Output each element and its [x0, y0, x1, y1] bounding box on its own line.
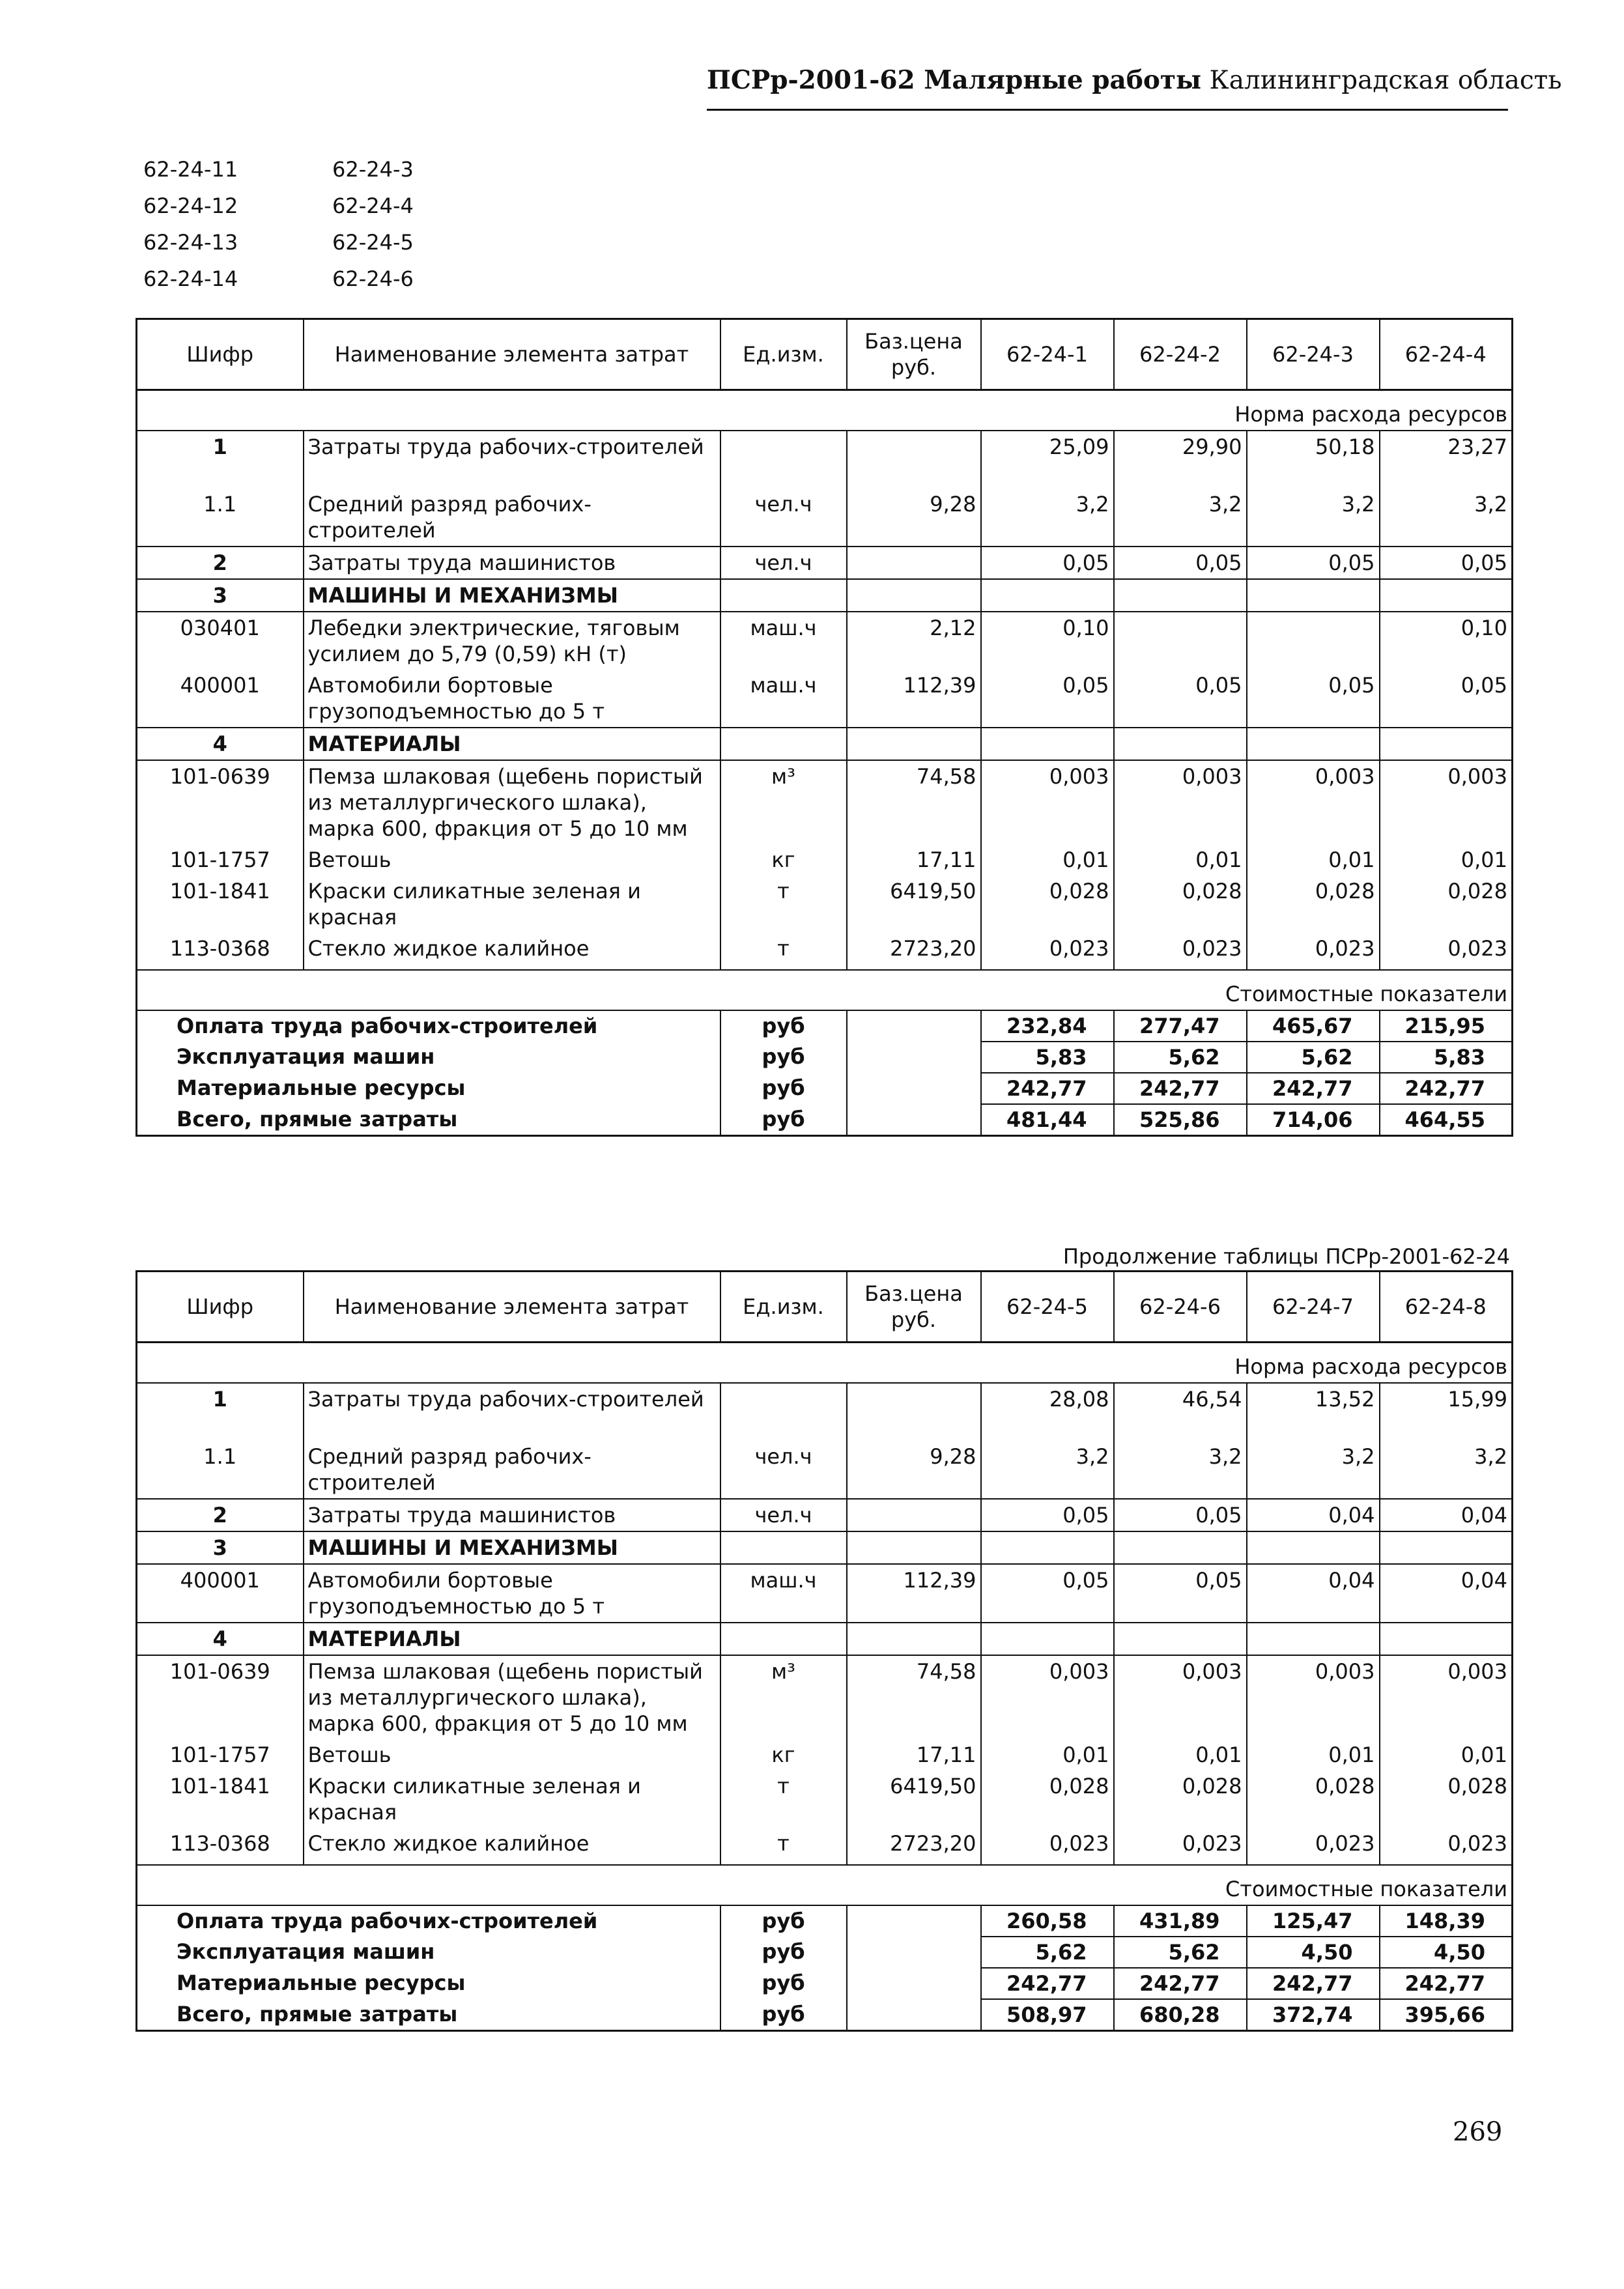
- row-value: [1247, 728, 1380, 760]
- totals-value: 5,62: [1247, 1042, 1380, 1073]
- row-code: 101-1841: [137, 875, 304, 933]
- row-name: Краски силикатные зеленая и красная: [304, 1770, 720, 1828]
- row-value: 0,05: [1114, 1564, 1247, 1623]
- code-item: 62-24-14: [143, 266, 238, 291]
- row-unit: маш.ч: [720, 612, 847, 670]
- row-value: 3,2: [1247, 489, 1380, 547]
- row-value: [1380, 1623, 1513, 1655]
- row-value: 0,003: [1380, 760, 1513, 844]
- row-price: 74,58: [847, 760, 981, 844]
- totals-empty: [847, 1937, 981, 1968]
- row-code: 1.1: [137, 489, 304, 547]
- totals-empty: [847, 1999, 981, 2031]
- row-value: 3,2: [1114, 1441, 1247, 1499]
- row-value: 0,028: [1380, 1770, 1513, 1828]
- row-value: 0,023: [1247, 933, 1380, 970]
- totals-value: 395,66: [1380, 1999, 1513, 2031]
- row-value: 0,028: [1114, 1770, 1247, 1828]
- totals-value: 5,83: [981, 1042, 1114, 1073]
- row-value: 0,05: [981, 670, 1114, 728]
- table-row: [137, 1828, 1513, 1865]
- row-name: Стекло жидкое калийное: [304, 1828, 720, 1865]
- row-value: 0,028: [1247, 875, 1380, 933]
- totals-value: 277,47: [1114, 1010, 1247, 1042]
- code-item: 62-24-3: [332, 157, 414, 182]
- row-unit: [720, 1623, 847, 1655]
- row-value: 0,01: [1114, 1739, 1247, 1770]
- row-unit: кг: [720, 1739, 847, 1770]
- row-value: [981, 579, 1114, 612]
- row-value: [1247, 579, 1380, 612]
- page-number: 269: [1453, 2117, 1503, 2147]
- row-unit: маш.ч: [720, 670, 847, 728]
- row-price: 74,58: [847, 1655, 981, 1739]
- row-value: 0,01: [1380, 844, 1513, 875]
- row-value: 0,10: [1380, 612, 1513, 670]
- row-value: 0,028: [1114, 875, 1247, 933]
- row-value: [1114, 728, 1247, 760]
- row-value: 0,003: [1247, 1655, 1380, 1739]
- totals-empty: [847, 1104, 981, 1136]
- row-value: 28,08: [981, 1383, 1114, 1441]
- row-value: 0,023: [1114, 933, 1247, 970]
- section-cost-label: Стоимостные показатели: [137, 970, 1513, 1010]
- totals-value: 242,77: [1380, 1968, 1513, 1999]
- row-value: [1114, 579, 1247, 612]
- row-price: [847, 1499, 981, 1531]
- table-row: [137, 1770, 1513, 1828]
- row-value: 0,05: [1380, 547, 1513, 579]
- totals-row: [137, 1905, 1513, 1937]
- totals-value: 242,77: [1247, 1073, 1380, 1104]
- row-value: 0,023: [1380, 933, 1513, 970]
- code-item: 62-24-6: [332, 266, 414, 291]
- row-value: 3,2: [1247, 1441, 1380, 1499]
- page-header: [707, 65, 1562, 111]
- totals-value: 242,77: [1114, 1968, 1247, 1999]
- row-value: [1114, 1623, 1247, 1655]
- totals-empty: [847, 1073, 981, 1104]
- totals-empty: [847, 1010, 981, 1042]
- totals-value: 242,77: [981, 1968, 1114, 1999]
- row-code: 4: [137, 728, 304, 760]
- resource-table-1: [135, 318, 1513, 1137]
- row-unit: маш.ч: [720, 1564, 847, 1623]
- row-value: [1114, 1531, 1247, 1564]
- col-header-norm: 62-24-6: [1114, 1272, 1247, 1343]
- table-row: [137, 760, 1513, 844]
- col-header-norm: 62-24-8: [1380, 1272, 1513, 1343]
- row-price: 17,11: [847, 1739, 981, 1770]
- totals-label: Эксплуатация машин: [137, 1937, 720, 1968]
- section-row: [137, 1343, 1513, 1384]
- row-price: [847, 1531, 981, 1564]
- totals-value: 260,58: [981, 1905, 1114, 1937]
- row-code: 113-0368: [137, 933, 304, 970]
- col-header-norm: 62-24-3: [1247, 319, 1380, 390]
- section-norm-label: Норма расхода ресурсов: [137, 1343, 1513, 1384]
- row-unit: т: [720, 875, 847, 933]
- row-value: [1247, 1623, 1380, 1655]
- row-value: 25,09: [981, 431, 1114, 489]
- row-price: [847, 547, 981, 579]
- code-item: 62-24-11: [143, 157, 238, 182]
- continuation-note: Продолжение таблицы ПСРр-2001-62-24: [1062, 1244, 1510, 1269]
- row-code: 101-0639: [137, 760, 304, 844]
- col-header-price: Баз.цена руб.: [847, 1272, 981, 1343]
- table-row: [137, 431, 1513, 489]
- row-code: 030401: [137, 612, 304, 670]
- totals-label: Оплата труда рабочих-строителей: [137, 1905, 720, 1937]
- row-value: 0,028: [981, 1770, 1114, 1828]
- totals-value: 431,89: [1114, 1905, 1247, 1937]
- row-name: Пемза шлаковая (щебень пористый из металлургического шлака), марка 600, фракция от 5 до 10 мм: [304, 1655, 720, 1739]
- row-unit: т: [720, 933, 847, 970]
- row-value: [1114, 612, 1247, 670]
- row-value: [1380, 579, 1513, 612]
- totals-row: [137, 1999, 1513, 2031]
- col-header-name: Наименование элемента затрат: [304, 1272, 720, 1343]
- row-unit: т: [720, 1828, 847, 1865]
- row-value: 0,05: [1247, 547, 1380, 579]
- section-row: [137, 390, 1513, 431]
- code-item: 62-24-5: [332, 230, 414, 255]
- totals-unit: руб: [720, 1968, 847, 1999]
- totals-row: [137, 1104, 1513, 1136]
- totals-empty: [847, 1905, 981, 1937]
- totals-label: Материальные ресурсы: [137, 1968, 720, 1999]
- totals-value: 4,50: [1247, 1937, 1380, 1968]
- row-value: 0,05: [981, 547, 1114, 579]
- row-price: [847, 579, 981, 612]
- row-value: 0,01: [1380, 1739, 1513, 1770]
- row-price: 2723,20: [847, 1828, 981, 1865]
- row-name: Затраты труда машинистов: [304, 547, 720, 579]
- row-value: [981, 728, 1114, 760]
- row-name: Средний разряд рабочих-строителей: [304, 1441, 720, 1499]
- totals-value: 215,95: [1380, 1010, 1513, 1042]
- row-value: 0,028: [981, 875, 1114, 933]
- row-code: 101-1757: [137, 1739, 304, 1770]
- row-value: 0,023: [1114, 1828, 1247, 1865]
- row-value: 3,2: [1380, 1441, 1513, 1499]
- row-name: Затраты труда рабочих-строителей: [304, 431, 720, 489]
- row-value: 3,2: [981, 1441, 1114, 1499]
- totals-empty: [847, 1968, 981, 1999]
- totals-empty: [847, 1042, 981, 1073]
- totals-value: 125,47: [1247, 1905, 1380, 1937]
- row-code: 101-1841: [137, 1770, 304, 1828]
- row-value: 0,05: [1114, 670, 1247, 728]
- row-value: 0,023: [981, 933, 1114, 970]
- code-list-row: [143, 151, 521, 188]
- row-value: 0,10: [981, 612, 1114, 670]
- row-value: 0,028: [1247, 1770, 1380, 1828]
- row-code: 3: [137, 579, 304, 612]
- table-row: [137, 612, 1513, 670]
- totals-label: Всего, прямые затраты: [137, 1104, 720, 1136]
- totals-value: 464,55: [1380, 1104, 1513, 1136]
- totals-value: 242,77: [1380, 1073, 1513, 1104]
- row-value: [1247, 1531, 1380, 1564]
- totals-row: [137, 1010, 1513, 1042]
- header-code-title: ПСРр-2001-62 Малярные работы: [707, 65, 1202, 95]
- row-value: 0,05: [1114, 1499, 1247, 1531]
- col-header-code: Шифр: [137, 319, 304, 390]
- row-price: 9,28: [847, 489, 981, 547]
- row-code: 101-1757: [137, 844, 304, 875]
- row-unit: [720, 728, 847, 760]
- row-value: 0,023: [1247, 1828, 1380, 1865]
- row-value: 46,54: [1114, 1383, 1247, 1441]
- row-value: 13,52: [1247, 1383, 1380, 1441]
- table-header-row: [137, 1272, 1513, 1343]
- resource-table-2: [135, 1270, 1513, 2032]
- totals-value: 481,44: [981, 1104, 1114, 1136]
- row-code: 1: [137, 1383, 304, 1441]
- row-unit: [720, 1531, 847, 1564]
- table-row: [137, 1623, 1513, 1655]
- totals-unit: руб: [720, 1999, 847, 2031]
- code-item: 62-24-12: [143, 193, 238, 218]
- row-code: 400001: [137, 1564, 304, 1623]
- row-value: 0,01: [981, 844, 1114, 875]
- row-value: 0,003: [1114, 1655, 1247, 1739]
- table-row: [137, 933, 1513, 970]
- col-header-name: Наименование элемента затрат: [304, 319, 720, 390]
- row-value: 0,01: [1247, 844, 1380, 875]
- row-value: 0,003: [1380, 1655, 1513, 1739]
- row-unit: [720, 431, 847, 489]
- table-row: [137, 728, 1513, 760]
- row-value: 0,04: [1380, 1564, 1513, 1623]
- row-name: Ветошь: [304, 844, 720, 875]
- col-header-code: Шифр: [137, 1272, 304, 1343]
- row-unit: [720, 579, 847, 612]
- table-row: [137, 1383, 1513, 1441]
- table-row: [137, 547, 1513, 579]
- totals-label: Материальные ресурсы: [137, 1073, 720, 1104]
- row-price: 112,39: [847, 670, 981, 728]
- row-price: 9,28: [847, 1441, 981, 1499]
- row-name: Стекло жидкое калийное: [304, 933, 720, 970]
- row-code: 400001: [137, 670, 304, 728]
- row-name: МАТЕРИАЛЫ: [304, 1623, 720, 1655]
- totals-value: 5,62: [1114, 1042, 1247, 1073]
- row-value: 0,003: [1114, 760, 1247, 844]
- totals-unit: руб: [720, 1010, 847, 1042]
- row-value: 0,05: [981, 1499, 1114, 1531]
- row-unit: т: [720, 1770, 847, 1828]
- table-row: [137, 1564, 1513, 1623]
- row-price: 6419,50: [847, 1770, 981, 1828]
- totals-unit: руб: [720, 1905, 847, 1937]
- table-row: [137, 489, 1513, 547]
- table-row: [137, 1499, 1513, 1531]
- totals-unit: руб: [720, 1073, 847, 1104]
- row-value: 0,003: [1247, 760, 1380, 844]
- totals-value: 148,39: [1380, 1905, 1513, 1937]
- totals-row: [137, 1968, 1513, 1999]
- row-code: 2: [137, 1499, 304, 1531]
- col-header-price: Баз.цена руб.: [847, 319, 981, 390]
- row-code: 113-0368: [137, 1828, 304, 1865]
- row-price: [847, 1623, 981, 1655]
- row-value: [1380, 1531, 1513, 1564]
- row-value: 0,04: [1380, 1499, 1513, 1531]
- row-code: 1.1: [137, 1441, 304, 1499]
- code-list-row: [143, 261, 521, 297]
- row-value: 23,27: [1380, 431, 1513, 489]
- header-region: Калининградская область: [1209, 66, 1562, 95]
- totals-value: 5,83: [1380, 1042, 1513, 1073]
- table-row: [137, 844, 1513, 875]
- row-value: 0,01: [1114, 844, 1247, 875]
- row-value: 0,003: [981, 1655, 1114, 1739]
- row-name: Автомобили бортовые грузоподъемностью до 5 т: [304, 1564, 720, 1623]
- row-unit: м³: [720, 760, 847, 844]
- totals-value: 5,62: [981, 1937, 1114, 1968]
- code-list-row: [143, 188, 521, 224]
- totals-unit: руб: [720, 1042, 847, 1073]
- row-name: Лебедки электрические, тяговым усилием до 5,79 (0,59) кН (т): [304, 612, 720, 670]
- code-item: 62-24-4: [332, 193, 414, 218]
- table-row: [137, 875, 1513, 933]
- row-value: 50,18: [1247, 431, 1380, 489]
- totals-unit: руб: [720, 1937, 847, 1968]
- totals-value: 242,77: [1114, 1073, 1247, 1104]
- row-value: 0,05: [981, 1564, 1114, 1623]
- totals-row: [137, 1073, 1513, 1104]
- row-value: 0,023: [981, 1828, 1114, 1865]
- row-unit: м³: [720, 1655, 847, 1739]
- totals-label: Всего, прямые затраты: [137, 1999, 720, 2031]
- totals-value: 714,06: [1247, 1104, 1380, 1136]
- col-header-unit: Ед.изм.: [720, 319, 847, 390]
- row-price: [847, 728, 981, 760]
- code-list: [143, 151, 521, 297]
- code-list-row: [143, 224, 521, 261]
- row-code: 4: [137, 1623, 304, 1655]
- row-value: [1247, 612, 1380, 670]
- row-code: 2: [137, 547, 304, 579]
- col-header-unit: Ед.изм.: [720, 1272, 847, 1343]
- row-value: 0,05: [1380, 670, 1513, 728]
- row-value: 3,2: [981, 489, 1114, 547]
- totals-value: 508,97: [981, 1999, 1114, 2031]
- row-price: 2,12: [847, 612, 981, 670]
- row-value: 3,2: [1114, 489, 1247, 547]
- row-name: Пемза шлаковая (щебень пористый из металлургического шлака), марка 600, фракция от 5 до 10 мм: [304, 760, 720, 844]
- table-row: [137, 670, 1513, 728]
- row-value: [1380, 728, 1513, 760]
- row-unit: чел.ч: [720, 489, 847, 547]
- row-name: МАШИНЫ И МЕХАНИЗМЫ: [304, 1531, 720, 1564]
- row-value: 0,01: [1247, 1739, 1380, 1770]
- totals-label: Эксплуатация машин: [137, 1042, 720, 1073]
- row-name: Автомобили бортовые грузоподъемностью до 5 т: [304, 670, 720, 728]
- row-value: 0,04: [1247, 1499, 1380, 1531]
- section-row: [137, 970, 1513, 1010]
- row-code: 101-0639: [137, 1655, 304, 1739]
- row-price: 17,11: [847, 844, 981, 875]
- row-name: МАШИНЫ И МЕХАНИЗМЫ: [304, 579, 720, 612]
- row-code: 1: [137, 431, 304, 489]
- table-row: [137, 1655, 1513, 1739]
- totals-unit: руб: [720, 1104, 847, 1136]
- totals-value: 680,28: [1114, 1999, 1247, 2031]
- section-norm-label: Норма расхода ресурсов: [137, 390, 1513, 431]
- row-unit: чел.ч: [720, 547, 847, 579]
- row-name: Краски силикатные зеленая и красная: [304, 875, 720, 933]
- row-value: 3,2: [1380, 489, 1513, 547]
- row-value: [981, 1623, 1114, 1655]
- row-code: 3: [137, 1531, 304, 1564]
- section-cost-label: Стоимостные показатели: [137, 1865, 1513, 1905]
- row-name: Средний разряд рабочих-строителей: [304, 489, 720, 547]
- row-price: [847, 1383, 981, 1441]
- row-price: 2723,20: [847, 933, 981, 970]
- col-header-norm: 62-24-7: [1247, 1272, 1380, 1343]
- row-value: 15,99: [1380, 1383, 1513, 1441]
- row-value: 0,05: [1114, 547, 1247, 579]
- row-price: 112,39: [847, 1564, 981, 1623]
- code-item: 62-24-13: [143, 230, 238, 255]
- col-header-norm: 62-24-4: [1380, 319, 1513, 390]
- row-unit: чел.ч: [720, 1499, 847, 1531]
- table-row: [137, 1739, 1513, 1770]
- row-name: Ветошь: [304, 1739, 720, 1770]
- table-row: [137, 579, 1513, 612]
- totals-value: 465,67: [1247, 1010, 1380, 1042]
- totals-value: 5,62: [1114, 1937, 1247, 1968]
- row-value: 0,028: [1380, 875, 1513, 933]
- table-row: [137, 1531, 1513, 1564]
- row-unit: [720, 1383, 847, 1441]
- row-value: 29,90: [1114, 431, 1247, 489]
- row-value: 0,04: [1247, 1564, 1380, 1623]
- row-value: 0,003: [981, 760, 1114, 844]
- section-row: [137, 1865, 1513, 1905]
- col-header-norm: 62-24-2: [1114, 319, 1247, 390]
- col-header-norm: 62-24-1: [981, 319, 1114, 390]
- row-value: 0,01: [981, 1739, 1114, 1770]
- totals-value: 232,84: [981, 1010, 1114, 1042]
- totals-row: [137, 1937, 1513, 1968]
- row-unit: чел.ч: [720, 1441, 847, 1499]
- totals-value: 372,74: [1247, 1999, 1380, 2031]
- col-header-norm: 62-24-5: [981, 1272, 1114, 1343]
- row-name: Затраты труда машинистов: [304, 1499, 720, 1531]
- totals-row: [137, 1042, 1513, 1073]
- totals-value: 242,77: [981, 1073, 1114, 1104]
- row-price: 6419,50: [847, 875, 981, 933]
- totals-value: 525,86: [1114, 1104, 1247, 1136]
- table-header-row: [137, 319, 1513, 390]
- totals-label: Оплата труда рабочих-строителей: [137, 1010, 720, 1042]
- row-value: 0,023: [1380, 1828, 1513, 1865]
- row-value: [981, 1531, 1114, 1564]
- totals-value: 4,50: [1380, 1937, 1513, 1968]
- row-name: МАТЕРИАЛЫ: [304, 728, 720, 760]
- row-value: 0,05: [1247, 670, 1380, 728]
- totals-value: 242,77: [1247, 1968, 1380, 1999]
- table-row: [137, 1441, 1513, 1499]
- row-unit: кг: [720, 844, 847, 875]
- row-price: [847, 431, 981, 489]
- row-name: Затраты труда рабочих-строителей: [304, 1383, 720, 1441]
